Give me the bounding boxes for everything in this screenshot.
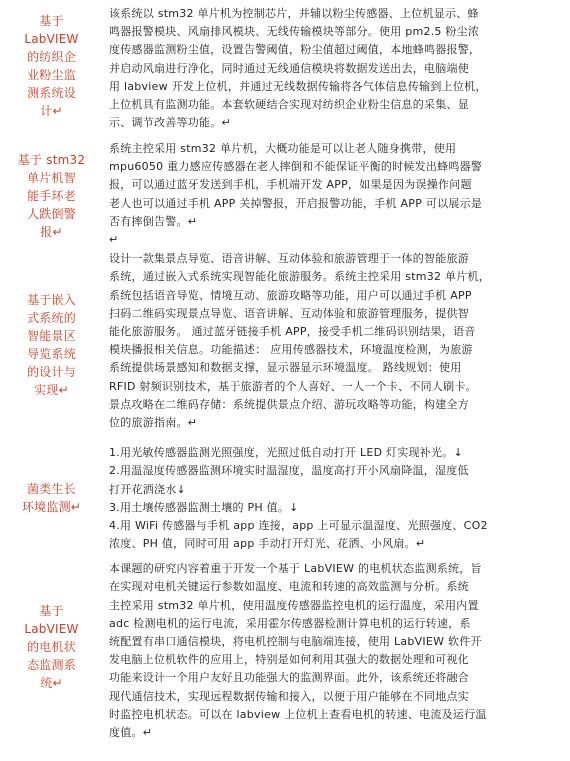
row-title-line: 测系统设 <box>27 86 76 100</box>
description-line: 现代通信技术，实现远程数据传输和接入，以便于用户能够在不同地点实 <box>109 689 469 703</box>
description-line: 1.用光敏传感器监测光照强度，光照过低自动打开 LED 灯实现补光。↓ <box>109 446 464 460</box>
description-line: 时监控电机状态。可以在 labview 上位机上查看电机的转速、电流及运行温 <box>109 707 487 721</box>
description-line: 位的旅游指南。↵ <box>109 416 198 430</box>
description-line: 发电脑上位机软件的应用上，特别是如何利用其强大的数据处理和可视化 <box>109 653 469 667</box>
description-line: 系统包括语音导览、情境互动、旅游攻略等功能，用户可以通过手机 APP <box>109 288 472 302</box>
row-title-line: 基于 <box>39 14 64 28</box>
description-line: 统配置有串口通信模块，将电机控制与电脑端连接，使用 LabVIEW 软件开 <box>109 635 482 649</box>
description-line: 老人也可以通过手机 APP 关掉警报，开启报警功能，手机 APP 可以展示是 <box>109 196 483 210</box>
description-line: mpu6050 重力感应传感器在老人摔倒和不能保证平衡的时候发出蜂鸣器警 <box>109 160 483 174</box>
description-line: 景点攻略在二维码存储：系统提供景点介绍、游玩攻略等功能，构建全方 <box>109 397 469 411</box>
description-line: 打开花洒浇水↓ <box>109 482 186 496</box>
description-line: 2.用温湿度传感器监测环境实时温湿度，温度高打开小风扇降温，湿度低 <box>109 464 469 478</box>
row-title-line: 统↵ <box>40 676 63 691</box>
description-line: 3.用土壤传感器监测土壤的 PH 值。↓ <box>109 500 299 514</box>
table-row <box>0 249 570 442</box>
description-line: 度值。↵ <box>109 726 153 740</box>
row-description-cell <box>103 249 570 442</box>
description-line: 上位机具有监测功能。本套软硬结合实现对纺织企业粉尘信息的采集、显 <box>109 98 469 112</box>
description-line: 系统，通过嵌入式系统实现智能化旅游服务。系统主控采用 stm32 单片机， <box>109 270 490 284</box>
description-line: 用 labview 开发上位机，并通过无线数据传输将各气体信息传输到上位机， <box>109 79 487 93</box>
row-title-line: LabVIEW <box>24 32 79 46</box>
description-line: 系统提供场景感知和数据支撑，显示器显示环境温度。 路线规划：使用 <box>109 361 462 375</box>
description-line: RFID 射频识别技术，基于旅游者的个人喜好、一人一个卡、不同人刷卡。 <box>109 379 477 393</box>
description-line: 模块播报相关信息。功能描述： 应用传感器技术，环境温度检测，为旅游 <box>109 343 473 357</box>
row-title-line: 单片机智 <box>27 171 76 185</box>
row-title-line: 菌类生长 <box>27 482 76 497</box>
row-title-line: 式系统的 <box>27 311 76 326</box>
table-row <box>0 135 570 249</box>
description-line: adc 检测电机的运行电流，采用霍尔传感器检测计算电机的运行转速，系 <box>109 616 471 630</box>
table-row <box>0 442 570 556</box>
description-line: 系统主控采用 stm32 单片机，大概功能是可以让老人随身携带，使用 <box>109 142 457 155</box>
row-description-cell <box>103 556 570 742</box>
description-line: 设计一款集景点导览、语音讲解、互动体验和旅游管理于一体的智能旅游 <box>109 252 469 266</box>
table-row <box>0 0 570 135</box>
row-title-cell <box>0 0 103 135</box>
row-title-line: 实现↵ <box>34 383 69 398</box>
row-title-cell <box>0 442 103 556</box>
row-title-line: 的电机状 <box>27 640 76 655</box>
row-title-line: 的纺织企 <box>27 50 76 64</box>
description-line: 并启动风扇进行净化，同时通过无线通信模块将数据发送出去，电脑端使 <box>109 61 469 75</box>
description-line: ↵ <box>109 233 119 247</box>
description-line: 主控采用 stm32 单片机，使用温度传感器监控电机的运行温度，采用内置 <box>109 598 479 612</box>
row-title-line: 的设计与 <box>27 365 76 380</box>
row-title-line: 基于 stm32 <box>17 153 86 167</box>
row-title-line: 智能景区 <box>27 329 76 344</box>
description-line: 鸣器报警模块、风扇排风模块、无线传输模块等部分。使用 pm2.5 粉尘浓 <box>109 25 480 39</box>
row-title-line: 报↵ <box>40 225 63 239</box>
row-title-line: 业粉尘监 <box>27 68 76 82</box>
description-line: 示、调节改善等功能。↵ <box>109 116 231 130</box>
row-title-line: 人跌倒警 <box>27 207 76 221</box>
row-title-line: 基于嵌入 <box>27 293 76 308</box>
row-title-line: 能手环老 <box>27 189 76 203</box>
row-title-line: 导览系统 <box>27 347 76 362</box>
row-title-cell <box>0 135 103 249</box>
row-title-line: 基于 <box>39 604 64 619</box>
description-line: 度传感器监测粉尘值，设置告警阈值，粉尘值超过阈值，本地蜂鸣器报警， <box>109 43 481 57</box>
row-title-line: 态监测系 <box>27 658 76 673</box>
row-title-line: LabVIEW <box>24 622 79 637</box>
description-line: 4.用 WiFi 传感器与手机 app 连接，app 上可显示温湿度、光照强度、CO2 <box>109 519 488 533</box>
row-title-cell <box>0 556 103 742</box>
description-line: 否有摔倒告警。↵ <box>109 214 198 228</box>
description-line: 功能来设计一个用户友好且功能强大的监测界面。此外，该系统还将融合 <box>109 671 469 685</box>
row-title-line: 计↵ <box>40 104 63 118</box>
description-line: 该系统以 stm32 单片机为控制芯片，并辅以粉尘传感器、上位机显示、蜂 <box>109 7 479 20</box>
row-title-line: 环境监测↵ <box>21 500 82 515</box>
row-title-cell <box>0 249 103 442</box>
description-line: 在实现对电机关键运行参数如温度、电流和转速的高效监测与分析。系统 <box>109 580 469 594</box>
row-description-cell <box>103 442 570 556</box>
table-row <box>0 556 570 742</box>
row-description-cell <box>103 135 570 249</box>
description-line: 浓度、PH 值，同时可用 app 手动打开灯光、花洒、小风扇。↵ <box>109 537 426 551</box>
description-line: 扫码二维码实现景点导览、语音讲解、互动体验和旅游管理服务，提供智 <box>109 306 469 320</box>
description-line: 本课题的研究内容着重于开发一个基于 LabVIEW 的电机状态监测系统，旨 <box>109 562 482 576</box>
description-line: 能化旅游服务。 通过蓝牙链接手机 APP，接受手机二维码识别结果，语音 <box>109 325 476 339</box>
row-description-cell <box>103 0 570 135</box>
description-line: 报，可以通过蓝牙发送到手机，手机端开发 APP，如果是因为误操作问题 <box>109 178 472 192</box>
